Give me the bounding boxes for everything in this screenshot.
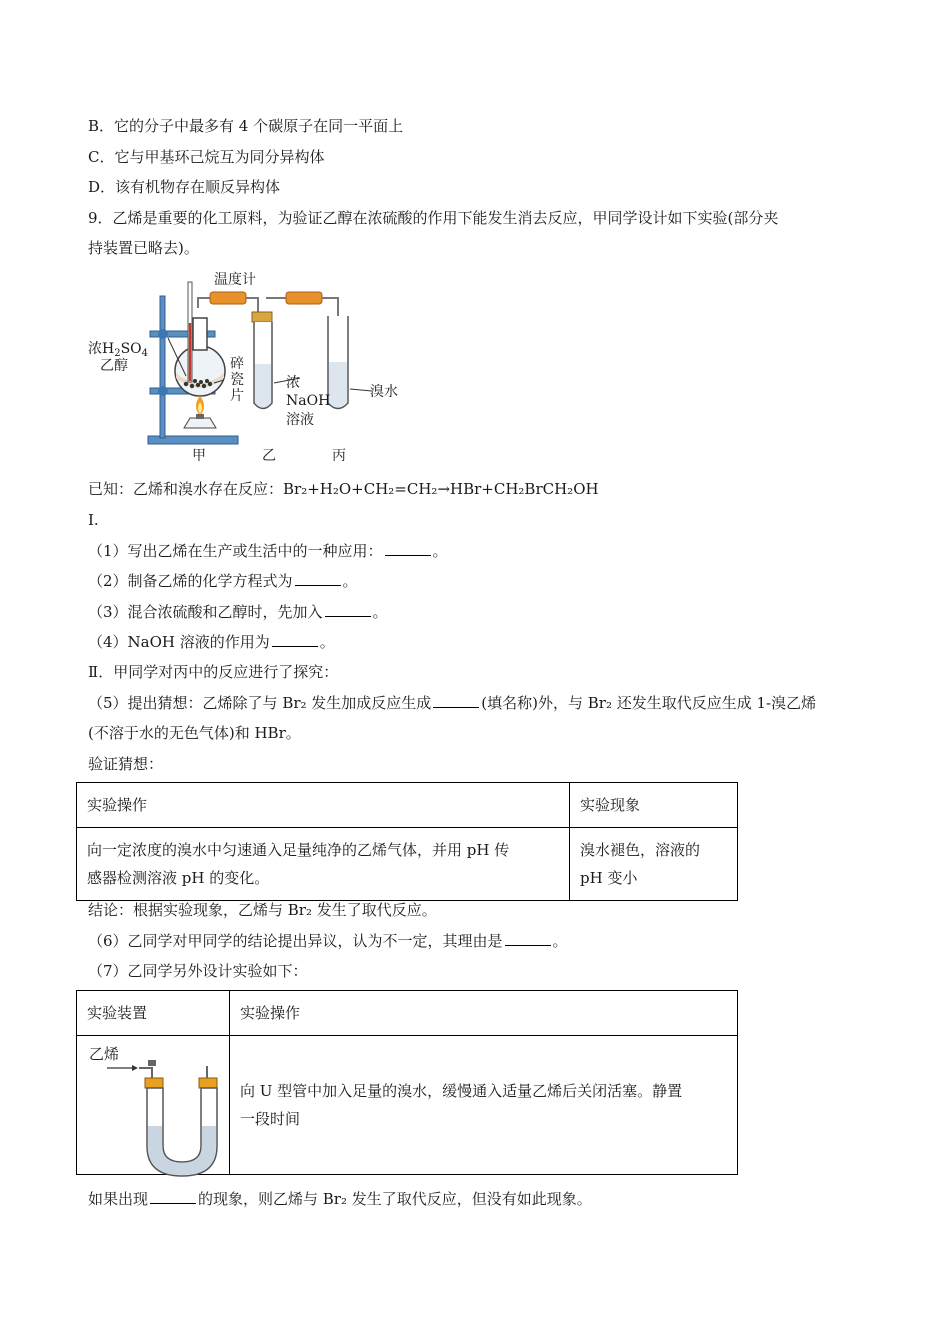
sub-question-5-cont: (不溶于水的无色气体)和 HBr。 [88,724,301,742]
part-2-heading: Ⅱ．甲同学对丙中的反应进行了探究： [88,663,339,681]
u-tube-device-cell [77,1036,230,1175]
verification-table [76,782,738,901]
apparatus-jia-label: 甲 [192,448,206,464]
sub-question-4: （4）NaOH 溶液的作用为 。 [88,633,335,651]
table-header-operation: 实验操作 [77,783,570,828]
answer-blank [385,540,431,556]
answer-blank [295,570,341,586]
ethylene-label: 乙烯 [89,1045,120,1063]
table-cell-phenomenon: 溴水褪色，溶液的 pH 变小 [570,828,738,901]
final-statement: 如果出现 的现象，则乙烯与 Br₂ 发生了取代反应，但没有如此现象。 [88,1190,592,1208]
verify-heading: 验证猜想： [88,755,164,773]
sub-question-1: （1）写出乙烯在生产或生活中的一种应用： 。 [88,542,448,560]
apparatus-figure [88,268,418,468]
table-header-phenomenon: 实验现象 [570,783,738,828]
apparatus-bing-label: 丙 [332,448,346,464]
option-c: C．它与甲基环己烷互为同分异构体 [88,148,325,166]
part-1-heading: I. [88,511,99,529]
option-d: D．该有机物存在顺反异构体 [88,178,281,196]
answer-blank [505,930,551,946]
conclusion: 结论：根据实验现象，乙烯与 Br₂ 发生了取代反应。 [88,901,437,919]
experiment-table [76,990,738,1175]
sub-question-3: （3）混合浓硫酸和乙醇时，先加入 。 [88,603,388,621]
thermometer-label: 温度计 [214,272,256,288]
answer-blank [272,631,318,647]
table-header-operation-2: 实验操作 [230,991,738,1036]
answer-blank [150,1188,196,1204]
sub-question-5: （5）提出猜想：乙烯除了与 Br₂ 发生加成反应生成 (填名称)外，与 Br₂ 还发生取代反应生成 1-溴乙烯 [88,694,817,712]
question-9-intro-line-2: 持装置已略去)。 [88,239,199,257]
naoh-label-2: NaOH [286,393,331,409]
table-cell-operation: 向一定浓度的溴水中匀速通入足量纯净的乙烯气体，并用 pH 传 感器检测溶液 pH 的变化。 [77,828,570,901]
answer-blank [433,692,479,708]
shard-label-2: 瓷 [230,372,244,388]
apparatus-yi-label: 乙 [262,448,276,464]
known-reaction: 已知：乙烯和溴水存在反应：Br₂+H₂O+CH₂=CH₂→HBr+CH₂BrCH₂OH [88,480,599,498]
sub-question-7: （7）乙同学另外设计实验如下： [88,962,308,980]
apparatus-drawing [88,268,418,468]
bromine-water-label: 溴水 [370,384,398,400]
u-tube-drawing [77,1036,227,1186]
shard-label-3: 片 [230,388,244,404]
question-9-intro-line-1: 9．乙烯是重要的化工原料，为验证乙醇在浓硫酸的作用下能发生消去反应，甲同学设计如下实验(部分夹 [88,209,779,227]
shard-label-1: 碎 [230,356,244,372]
naoh-label-1: 浓 [286,375,300,391]
experiment-operation-cell: 向 U 型管中加入足量的溴水，缓慢通入适量乙烯后关闭活塞。静置 一段时间 [230,1036,738,1175]
option-b: B．它的分子中最多有 4 个碳原子在同一平面上 [88,117,404,135]
answer-blank [325,601,371,617]
sub-question-6: （6）乙同学对甲同学的结论提出异议，认为不一定，其理由是 。 [88,932,568,950]
naoh-label-3: 溶液 [286,412,314,428]
sulfuric-acid-label: 浓$H_2SO_4$ [88,341,149,359]
table-header-device: 实验装置 [77,991,230,1036]
ethanol-label: 乙醇 [100,358,128,374]
sub-question-2: （2）制备乙烯的化学方程式为 。 [88,572,358,590]
